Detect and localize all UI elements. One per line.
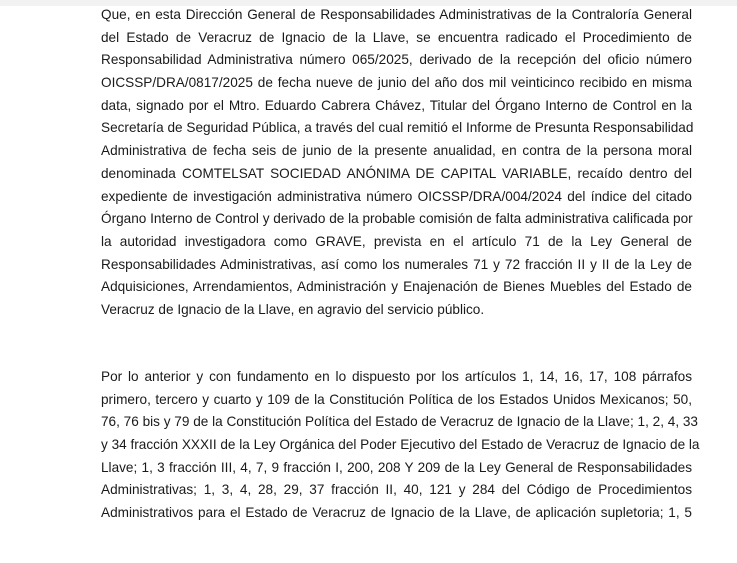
text-line: Administrativa de fecha seis de junio de la presente anualidad, en contra de la persona moral [101,143,692,159]
text-line: expediente de investigación administrativa número OICSSP/DRA/004/2024 del índice del citado [101,188,692,204]
text-line: y 34 fracción XXXII de la Ley Orgánica del Poder Ejecutivo del Estado de Veracruz de Ignacio de la [101,437,700,453]
text-line: primero, tercero y cuarto y 109 de la Constitución Política de los Estados Unidos Mexicanos; 50, [101,391,692,407]
text-line: la autoridad investigadora como GRAVE, prevista en el artículo 71 de la Ley General de [101,233,692,249]
text-line: Veracruz de Ignacio de la Llave, en agravio del servicio público. [101,301,485,317]
text-line: data, signado por el Mtro. Eduardo Cabrera Chávez, Titular del Órgano Interno de Control en la [101,97,692,113]
text-line: Responsabilidades Administrativas, así como los numerales 71 y 72 fracción II y II de la Ley de [101,256,692,272]
paragraph-legal-basis [101,366,700,525]
text-line: Órgano Interno de Control y derivado de la probable comisión de falta administrativa calificada por [101,211,693,227]
text-line: Administrativos para el Estado de Veracruz de Ignacio de la Llave, de aplicación supletoria; 1, 5 [101,505,692,521]
text-line: Por lo anterior y con fundamento en lo dispuesto por los artículos 1, 14, 16, 17, 108 párrafos [101,369,692,384]
paragraph-procedure-notice [101,4,692,322]
text-line: Administrativas; 1, 3, 4, 28, 29, 37 fracción II, 40, 121 y 284 del Código de Procedimientos [101,482,692,498]
text-line: Llave; 1, 3 fracción III, 4, 7, 9 fracción I, 200, 208 Y 209 de la Ley General de Responsabilidades [101,459,692,475]
text-line: Responsabilidad Administrativa número 065/2025, derivado de la recepción del oficio número [101,52,692,68]
text-line: del Estado de Veracruz de Ignacio de la Llave, se encuentra radicado el Procedimiento de [101,29,692,45]
text-line: denominada COMTELSAT SOCIEDAD ANÓNIMA DE CAPITAL VARIABLE, recaído dentro del [101,165,692,181]
text-line: Que, en esta Dirección General de Responsabilidades Administrativas de la Contraloría General [101,7,692,22]
text-line: Secretaría de Seguridad Pública, a través del cual remitió el Informe de Presunta Responsabilidad [101,120,694,136]
text-line: 76, 76 bis y 79 de la Constitución Política del Estado de Veracruz de Ignacio de la Llave; 1, 2, 4, 33 [101,414,698,430]
text-line: OICSSP/DRA/0817/2025 de fecha nueve de junio del año dos mil veinticinco recibido en misma [101,75,692,91]
text-line: Adquisiciones, Arrendamientos, Administración y Enajenación de Bienes Muebles del Estado de [101,279,692,295]
